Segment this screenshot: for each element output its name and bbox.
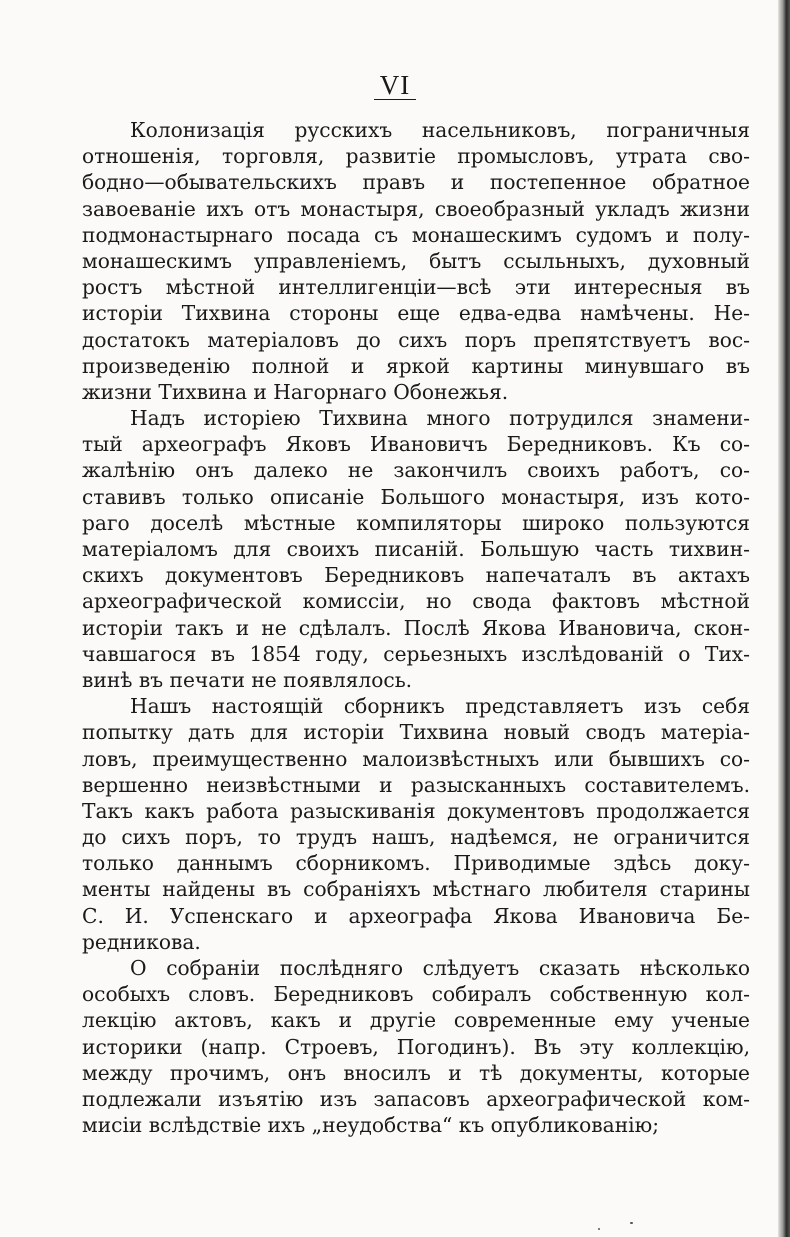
text-line: до сихъ поръ, то трудъ нашъ, надѣемся, не ограничится bbox=[82, 825, 750, 850]
text-line: винѣ въ печати не появлялось. bbox=[82, 667, 413, 692]
page-number-text: VI bbox=[374, 71, 417, 100]
text-line: завоеваніе ихъ отъ монастыря, своеобразный укладъ жизни bbox=[82, 196, 750, 221]
text-line: монашескимъ управленіемъ, бытъ ссыльныхъ, духовный bbox=[82, 248, 750, 273]
text-line: Нашъ настоящій сборникъ представляетъ изъ себя bbox=[130, 694, 750, 719]
text-line: раго доселѣ мѣстные компиляторы широко пользуются bbox=[82, 510, 750, 535]
text-line: подмонастырнаго посада съ монашескимъ судомъ и полу- bbox=[82, 222, 750, 247]
text-line: Такъ какъ работа разыскиванія документовъ продолжается bbox=[82, 798, 750, 823]
text-line: только даннымъ сборникомъ. Приводимые здѣсь доку- bbox=[82, 851, 750, 876]
paragraph bbox=[82, 117, 750, 405]
text-line: редникова. bbox=[82, 929, 201, 954]
text-line: произведенію полной и яркой картины минувшаго въ bbox=[82, 353, 750, 378]
text-line: особыхъ словъ. Бередниковъ собиралъ собственную кол- bbox=[82, 982, 750, 1007]
text-line: жалѣнію онъ далеко не закончилъ своихъ работъ, со- bbox=[82, 458, 750, 483]
page-edge-shadow bbox=[778, 0, 790, 1237]
print-speck bbox=[598, 1228, 600, 1230]
text-line: историки (напр. Строевъ, Погодинъ). Въ эту коллекцію, bbox=[82, 1034, 750, 1059]
page-number bbox=[0, 70, 790, 101]
text-line: попытку дать для исторіи Тихвина новый сводъ матеріа- bbox=[82, 720, 750, 745]
paragraph bbox=[82, 405, 750, 693]
text-line: бодно—обывательскихъ правъ и постепенное обратное bbox=[82, 170, 750, 195]
text-line: исторіи такъ и не сдѣлалъ. Послѣ Якова Ивановича, скон- bbox=[82, 615, 750, 640]
body-text bbox=[82, 117, 750, 1138]
text-line: между прочимъ, онъ вносилъ и тѣ документы, которые bbox=[82, 1060, 750, 1085]
text-line: Колонизація русскихъ насельниковъ, пограничныя bbox=[130, 118, 750, 142]
text-line: матеріаломъ для своихъ писаній. Большую часть тихвин- bbox=[82, 537, 750, 561]
text-line: археографической комиссіи, но свода фактовъ мѣстной bbox=[82, 589, 750, 614]
text-line: лекцію актовъ, какъ и другіе современные ему ученые bbox=[82, 1008, 750, 1033]
text-line: тый археографъ Яковъ Ивановичъ Бередниковъ. Къ со- bbox=[82, 432, 750, 457]
print-speck bbox=[630, 1222, 633, 1224]
text-line: достатокъ матеріаловъ до сихъ поръ препятствуетъ вос- bbox=[82, 327, 750, 352]
text-line: ставивъ только описаніе Большого монастыря, изъ кото- bbox=[82, 484, 750, 509]
text-line: мисіи вслѣдствіе ихъ „неудобства“ къ опубликованію; bbox=[82, 1113, 659, 1138]
text-line: чавшагося въ 1854 году, серьезныхъ изслѣдованій о Тих- bbox=[82, 641, 750, 666]
text-line: Надъ исторіею Тихвина много потрудился знамени- bbox=[130, 406, 750, 431]
text-line: ловъ, преимущественно малоизвѣстныхъ или бывшихъ со- bbox=[82, 746, 750, 771]
text-line: скихъ документовъ Бередниковъ напечаталъ въ актахъ bbox=[82, 563, 750, 588]
text-line: исторіи Тихвина стороны еще едва-едва намѣчены. Не- bbox=[82, 301, 750, 326]
text-line: С. И. Успенскаго и археографа Якова Ивановича Бе- bbox=[82, 903, 750, 928]
text-line: вершенно неизвѣстными и разысканныхъ составителемъ. bbox=[82, 772, 750, 797]
paragraph bbox=[82, 955, 750, 1138]
text-line: отношенія, торговля, развитіе промысловъ, утрата сво- bbox=[82, 144, 750, 169]
text-line: ростъ мѣстной интеллигенціи—всѣ эти интересныя въ bbox=[82, 275, 750, 300]
text-line: подлежали изъятію изъ запасовъ археографической ком- bbox=[82, 1086, 750, 1111]
text-line: О собраніи послѣдняго слѣдуетъ сказать нѣсколько bbox=[130, 956, 750, 980]
text-line: менты найдены въ собраніяхъ мѣстнаго любителя старины bbox=[82, 877, 750, 902]
paragraph bbox=[82, 693, 750, 955]
text-line: жизни Тихвина и Нагорнаго Обонежья. bbox=[82, 379, 509, 404]
